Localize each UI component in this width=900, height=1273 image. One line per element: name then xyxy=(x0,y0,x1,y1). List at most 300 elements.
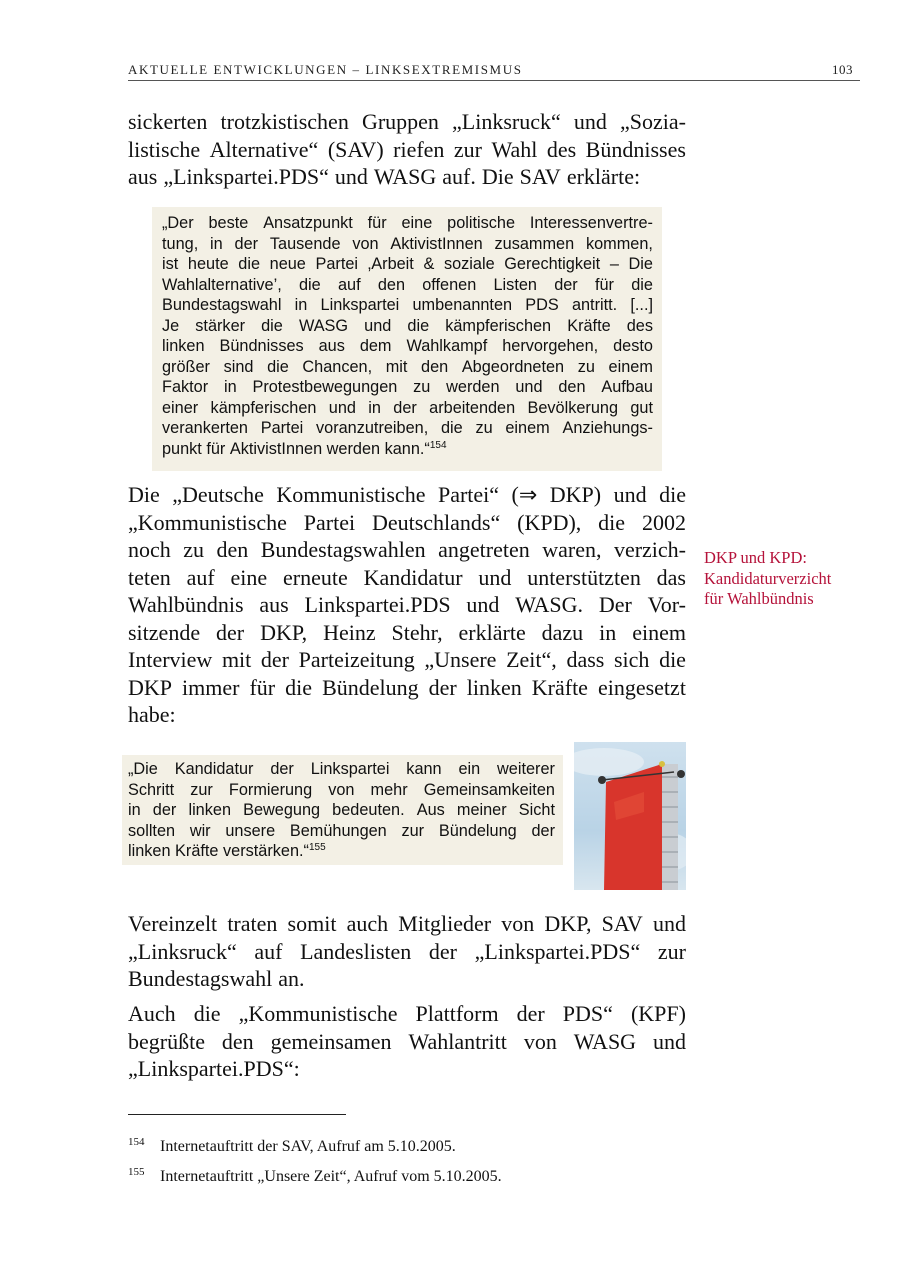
word: Aus xyxy=(416,801,445,819)
text-line xyxy=(162,336,653,357)
word: „Linkspartei.PDS“: xyxy=(128,1056,300,1081)
word: linken xyxy=(128,842,171,860)
word: zur xyxy=(453,136,482,162)
word: die xyxy=(659,482,686,507)
word: aus xyxy=(128,164,158,189)
word: der xyxy=(216,619,245,645)
word: zur xyxy=(401,821,425,840)
footnote-number: 155 xyxy=(128,1166,145,1178)
word: DKP, xyxy=(544,911,592,936)
text-line xyxy=(162,254,653,275)
word: (⇒ xyxy=(511,482,538,507)
word: DKP xyxy=(128,674,173,700)
word: der xyxy=(516,1001,545,1026)
word: der xyxy=(260,647,290,672)
word: voranzutreiben, xyxy=(316,419,429,437)
word: somit xyxy=(287,911,337,936)
text-line xyxy=(162,377,653,398)
word: die xyxy=(631,275,653,294)
word: und xyxy=(515,378,543,396)
word: Bündnisses xyxy=(585,136,686,162)
footnote-text: Internetauftritt „Unsere Zeit“, Aufruf vom 5.10.2005. xyxy=(160,1168,502,1185)
word: „Linksruck“ xyxy=(452,109,561,134)
word: soziale xyxy=(443,255,495,273)
word: sind xyxy=(223,357,254,376)
word: wir xyxy=(189,821,211,840)
text-line xyxy=(128,136,686,164)
word: sich xyxy=(613,647,650,672)
text-line xyxy=(128,821,555,842)
word: Partei xyxy=(260,419,304,437)
word: linken xyxy=(162,337,205,355)
word: Bewegung xyxy=(243,801,321,819)
word: Zeit“, xyxy=(506,647,557,672)
word: „Der xyxy=(162,214,194,232)
word: Die xyxy=(128,482,160,507)
word: & xyxy=(423,255,435,273)
word: Bevölkerung xyxy=(527,398,619,417)
word: „Deutsche xyxy=(172,482,264,507)
word: die xyxy=(407,316,430,335)
word: ist xyxy=(162,255,179,273)
word: hervorgehen, xyxy=(502,337,599,355)
word: der xyxy=(531,821,555,840)
word: größer xyxy=(162,357,210,376)
word: die xyxy=(659,647,686,672)
word: Schritt xyxy=(128,780,175,799)
word: zu xyxy=(475,419,493,437)
word: stärker xyxy=(195,316,246,335)
word: linken xyxy=(188,801,231,819)
word: Linkspartei.PDS xyxy=(304,592,451,617)
word: Stehr, xyxy=(391,619,443,645)
word: PDS“ xyxy=(562,1001,613,1026)
word: für xyxy=(367,214,387,232)
text-line xyxy=(128,800,555,821)
word: „Linkspartei.PDS“ xyxy=(163,164,329,189)
running-title: AKTUELLE ENTWICKLUNGEN – LINKSEXTREMISMUS xyxy=(128,62,523,77)
word: erklärte xyxy=(458,619,526,645)
word: zur xyxy=(190,780,213,799)
word: der xyxy=(270,760,294,778)
word: Deutschlands“ xyxy=(371,509,501,535)
text-line xyxy=(128,646,686,674)
word: die xyxy=(598,509,626,535)
word: Gruppen xyxy=(361,109,439,134)
word: und xyxy=(653,1028,686,1054)
word: meiner xyxy=(456,801,507,819)
word: weiterer xyxy=(497,760,555,778)
word: dem xyxy=(359,337,392,355)
word: und xyxy=(466,592,500,617)
word: Bundestagswahlen xyxy=(260,537,426,562)
word: Anziehungs- xyxy=(562,419,653,437)
word: zu xyxy=(577,357,595,376)
text-line xyxy=(162,418,653,439)
margin-note-line: DKP und KPD: xyxy=(704,548,807,567)
word: den xyxy=(558,378,586,396)
word: WASG xyxy=(298,316,349,335)
word: Bemühungen xyxy=(289,821,387,840)
page-number: 103 xyxy=(832,62,853,77)
word: auf. xyxy=(442,164,476,189)
word: (KPD), xyxy=(517,509,582,535)
word: Alternative“ xyxy=(209,136,319,162)
word: von xyxy=(523,1028,557,1054)
word: die xyxy=(298,275,321,294)
footnote-text: Internetauftritt der SAV, Aufruf am 5.10.2005. xyxy=(160,1138,456,1155)
word: Interessenvertre- xyxy=(529,214,653,232)
banner-photo xyxy=(574,742,686,890)
word: Chancen, xyxy=(302,357,373,376)
word: eingesetzt xyxy=(597,674,686,700)
word: den xyxy=(221,1028,254,1054)
text-line xyxy=(162,275,653,296)
word: arbeitenden xyxy=(429,398,516,417)
text-line xyxy=(128,591,686,619)
word: den xyxy=(421,357,449,376)
word: tung, xyxy=(162,234,199,253)
margin-note-line: Kandidaturverzicht xyxy=(704,568,832,588)
word: mehr xyxy=(370,780,408,799)
word: auch xyxy=(346,911,389,936)
word: der xyxy=(428,674,457,700)
word: Aufbau xyxy=(601,378,653,396)
text-line xyxy=(128,965,686,993)
word: Bundestagswahl xyxy=(128,966,273,991)
word: auf xyxy=(254,938,283,964)
word: mit xyxy=(221,647,252,672)
text-line xyxy=(128,509,686,537)
text-line xyxy=(128,674,686,702)
word: Mitglieder xyxy=(398,911,492,936)
text-line xyxy=(128,701,686,729)
word: Wahlkampf xyxy=(406,337,488,355)
word: „Kommunistische xyxy=(238,1001,398,1026)
word: sickerten xyxy=(128,109,208,134)
word: Heinz xyxy=(323,619,376,645)
word: beste xyxy=(208,214,249,232)
word: ein xyxy=(458,760,481,778)
word: in xyxy=(599,619,617,645)
word: „Kommunistische xyxy=(128,509,287,535)
word: erklärte: xyxy=(566,164,641,189)
word: verzich- xyxy=(613,537,686,562)
paragraph xyxy=(128,481,686,729)
word: kämpferischen xyxy=(445,316,552,335)
word: Ansatzpunkt xyxy=(263,214,353,232)
word: umbenannten xyxy=(412,296,513,314)
word: einem xyxy=(632,619,686,645)
word: Wahlbündnis xyxy=(128,592,244,617)
word: Tausende xyxy=(269,234,341,253)
word: Je xyxy=(162,316,180,335)
word: in xyxy=(368,398,381,417)
word: kann xyxy=(406,760,442,778)
word: habe: xyxy=(128,702,176,727)
word: der xyxy=(393,398,417,417)
word: Kommunistische xyxy=(276,482,426,507)
word: verstärken.“$^{155}$ xyxy=(223,842,326,860)
footnote-number: 154 xyxy=(128,1136,145,1148)
word: (SAV) xyxy=(327,136,384,162)
word: und xyxy=(478,564,512,590)
word: die xyxy=(285,674,313,700)
word: trotzkistischen xyxy=(220,109,349,134)
word: bedeuten. xyxy=(332,801,405,819)
word: Bündelung xyxy=(322,674,419,700)
paragraph xyxy=(128,108,686,191)
word: den xyxy=(216,537,249,562)
word: von xyxy=(501,911,535,936)
text-line xyxy=(128,1028,686,1056)
word: „Linksruck“ xyxy=(128,938,237,964)
word: unsere xyxy=(225,821,276,840)
word: (KPF) xyxy=(630,1001,686,1026)
footnote xyxy=(128,1136,456,1156)
word: gemeinsamen xyxy=(270,1028,392,1054)
word: Plattform xyxy=(415,1001,499,1026)
word: Bündnisses xyxy=(219,337,304,355)
word: kann.“$^{154}$ xyxy=(384,439,447,458)
word: sitzende xyxy=(128,619,201,645)
word: einem xyxy=(608,357,653,376)
word: Vor- xyxy=(647,592,686,617)
word: begrüßte xyxy=(128,1028,205,1054)
word: PDS xyxy=(525,296,559,314)
word: aus xyxy=(259,592,289,617)
word: die xyxy=(267,357,289,376)
word: punkt xyxy=(162,439,202,458)
word: AktivistInnen xyxy=(229,439,323,458)
word: „Die xyxy=(128,760,158,778)
word: verankerten xyxy=(162,419,248,437)
text-line xyxy=(128,910,686,938)
word: dass xyxy=(566,647,605,672)
word: Parteizeitung xyxy=(298,647,415,672)
word: AktivistInnen xyxy=(390,234,483,253)
word: und xyxy=(613,482,647,507)
paragraph xyxy=(128,1000,686,1083)
word: erneute xyxy=(283,564,348,590)
word: gut xyxy=(630,398,653,417)
word: immer xyxy=(182,674,240,700)
text-line xyxy=(162,213,653,234)
footnote xyxy=(128,1166,502,1186)
text-line xyxy=(128,780,555,801)
word: eine xyxy=(230,564,268,590)
word: Wahlantritt xyxy=(408,1028,507,1054)
word: die xyxy=(238,255,261,273)
word: die xyxy=(261,316,283,335)
word: an. xyxy=(278,966,305,991)
text-line xyxy=(128,938,686,966)
text-line xyxy=(128,108,686,136)
word: desto xyxy=(613,337,653,355)
word: Sicht xyxy=(518,801,555,819)
word: zur xyxy=(657,938,686,964)
word: listische xyxy=(128,136,201,162)
text-line xyxy=(128,481,686,509)
word: SAV xyxy=(519,164,561,189)
text-line xyxy=(162,398,653,419)
word: 2002 xyxy=(641,509,686,535)
word: der xyxy=(152,801,177,819)
word: kämpferischen xyxy=(210,398,317,417)
paragraph xyxy=(128,910,686,993)
word: und xyxy=(334,164,368,189)
text-line xyxy=(162,357,653,378)
word: sollten xyxy=(128,821,176,840)
word: des xyxy=(626,316,653,335)
footnote-rule xyxy=(128,1114,346,1115)
word: [...] xyxy=(630,296,653,314)
word: Partei xyxy=(303,509,356,535)
text-line xyxy=(128,841,555,862)
word: heute xyxy=(187,255,229,273)
word: zusammen xyxy=(494,234,575,253)
text-line xyxy=(128,619,686,647)
word: riefen xyxy=(393,136,445,162)
word: in xyxy=(294,296,308,314)
text-line xyxy=(162,295,653,316)
word: Formierung xyxy=(228,780,313,799)
text-line xyxy=(128,1055,686,1083)
word: noch xyxy=(128,537,171,562)
word: Linkspartei xyxy=(320,296,400,314)
word: in xyxy=(223,378,237,396)
word: neue xyxy=(269,255,306,273)
word: DKP) xyxy=(549,482,602,507)
word: Kandidatur xyxy=(174,760,254,778)
word: WASG xyxy=(573,1028,637,1054)
word: in xyxy=(128,801,141,819)
word: antritt. xyxy=(571,296,618,314)
text-line xyxy=(162,316,653,337)
word: Partei xyxy=(315,255,359,273)
word: politische xyxy=(447,214,516,232)
word: der xyxy=(234,234,259,253)
word: Wahlalternative’, xyxy=(162,275,282,294)
word: der xyxy=(554,275,578,294)
word: Protestbewegungen xyxy=(252,378,398,396)
word: des xyxy=(546,136,577,162)
word: Partei“ xyxy=(437,482,500,507)
header-rule xyxy=(128,80,860,81)
word: traten xyxy=(227,911,278,936)
word: „Unsere xyxy=(424,647,497,672)
word: für xyxy=(594,275,614,294)
word: Kräfte xyxy=(567,316,611,335)
word: der xyxy=(428,938,457,964)
word: und xyxy=(328,398,356,417)
word: Wahl xyxy=(491,136,538,162)
word: Linkspartei xyxy=(310,760,390,778)
text-line xyxy=(128,536,686,564)
word: Auch xyxy=(128,1001,176,1026)
word: offenen xyxy=(422,275,477,294)
footnote-ref: 155 xyxy=(308,842,326,853)
word: die xyxy=(440,419,463,437)
word: für xyxy=(206,439,226,458)
word: Kandidatur xyxy=(363,564,463,590)
word: kommen, xyxy=(585,234,653,253)
word: unterstützten xyxy=(527,564,641,590)
word: waren, xyxy=(542,537,602,562)
word: Landeslisten xyxy=(300,938,412,964)
word: Der xyxy=(598,592,632,617)
text-line xyxy=(128,163,686,191)
word: „Linkspartei.PDS“ xyxy=(474,938,641,964)
word: angetreten xyxy=(438,537,530,562)
word: zu xyxy=(413,378,431,396)
word: aus xyxy=(318,337,345,355)
word: von xyxy=(328,780,355,799)
word: Faktor xyxy=(162,378,209,396)
word: in xyxy=(210,234,223,253)
word: WASG xyxy=(373,164,437,189)
text-line xyxy=(128,759,555,780)
word: Kräfte xyxy=(175,842,219,860)
word: Vereinzelt xyxy=(128,911,218,936)
word: auf xyxy=(337,275,361,294)
text-line xyxy=(162,234,653,255)
word: den xyxy=(377,275,405,294)
word: – xyxy=(609,255,619,273)
word: und xyxy=(652,911,686,936)
word: Listen xyxy=(493,275,537,294)
word: teten xyxy=(128,564,171,590)
word: linken xyxy=(466,674,522,700)
word: „Sozia- xyxy=(619,109,686,134)
word: werden xyxy=(326,439,381,458)
margin-note xyxy=(704,548,831,610)
word: DKP, xyxy=(260,619,308,645)
word: einer xyxy=(162,398,199,417)
word: ‚Arbeit xyxy=(367,255,414,273)
quote-dkp xyxy=(122,755,563,865)
word: einem xyxy=(505,419,550,437)
text-line xyxy=(128,564,686,592)
word: Bundestagswahl xyxy=(162,296,282,314)
word: Gerechtigkeit xyxy=(504,255,601,273)
word: für xyxy=(249,674,276,700)
word: WASG. xyxy=(515,592,584,617)
word: Bündelung xyxy=(438,821,517,840)
word: und xyxy=(573,109,607,134)
word: Die xyxy=(628,255,653,273)
margin-note-line: für Wahlbündnis xyxy=(704,589,814,608)
word: mit xyxy=(385,357,408,376)
word: zu xyxy=(183,537,204,562)
word: die xyxy=(193,1001,221,1026)
word: Gemeinsamkeiten xyxy=(423,780,555,799)
word: eine xyxy=(401,214,433,232)
word: Abgeordneten xyxy=(461,357,565,376)
word: Interview xyxy=(128,647,213,672)
word: Die xyxy=(481,164,514,189)
quote-sav xyxy=(152,207,662,471)
word: dazu xyxy=(541,619,584,645)
word: Kräfte xyxy=(531,674,588,700)
word: auf xyxy=(186,564,215,590)
word: von xyxy=(352,234,379,253)
word: SAV xyxy=(601,911,643,936)
word: und xyxy=(364,316,392,335)
text-line xyxy=(128,1000,686,1028)
footnote-ref: 154 xyxy=(429,439,447,451)
word: werden xyxy=(446,378,500,396)
